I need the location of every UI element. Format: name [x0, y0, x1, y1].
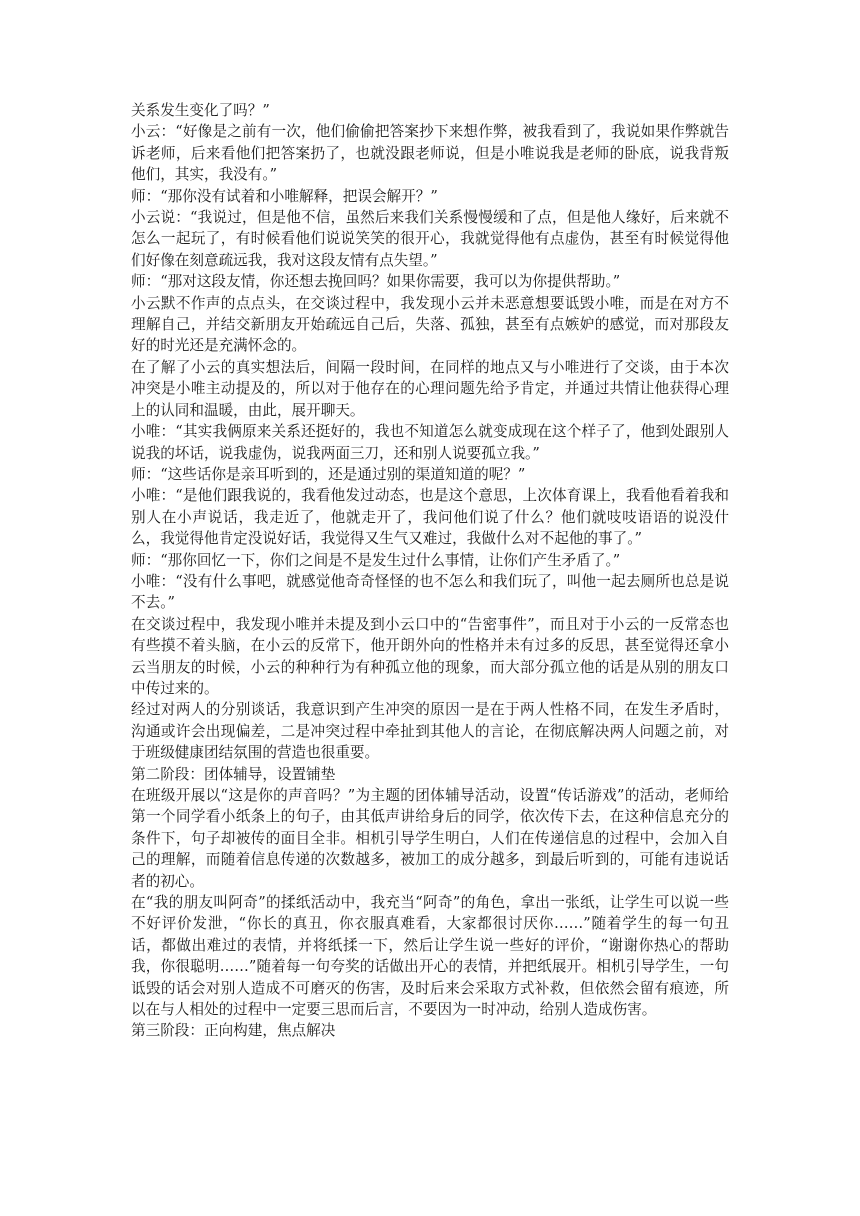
paragraph: 在班级开展以“这是你的声音吗？”为主题的团体辅导活动，设置“传话游戏”的活动，老师给第一个同学看小纸条上的句子，由其低声讲给身后的同学，依次传下去，在这种信息充分的条件下，句子却被传的面目全非。相机引导学生明白，人们在传递信息的过程中，会加入自己的理解，而随着信息传递的次数越多，被加工的成分越多，到最后听到的，可能有违说话者的初心。 [131, 787, 729, 890]
paragraph: 在交谈过程中，我发现小唯并未提及到小云口中的“告密事件”，而且对于小云的一反常态也有些摸不着头脑，在小云的反常下，他开朗外向的性格并未有过多的反思，甚至觉得还拿小云当朋友的时候，小云的种种行为有种孤立他的现象，而大部分孤立他的话是从别的朋友口中传过来的。 [131, 615, 729, 697]
paragraph: 关系发生变化了吗？” [131, 102, 270, 119]
paragraph: 小唯：“没有什么事吧，就感觉他奇奇怪怪的也不怎么和我们玩了，叫他一起去厕所也总是说不去。” [131, 572, 729, 612]
document-page [131, 100, 729, 1042]
paragraph: 小唯：“其实我俩原来关系还挺好的，我也不知道怎么就变成现在这个样子了，他到处跟别人说我的坏话，说我虚伪，说我两面三刀，还和别人说要孤立我。” [131, 423, 729, 462]
section-heading: 第三阶段：正向构建，焦点解决 [131, 1022, 336, 1040]
section-heading: 第二阶段：团体辅导，设置铺垫 [131, 765, 336, 783]
paragraph: 师：“那你没有试着和小唯解释，把误会解开？” [131, 187, 438, 205]
paragraph: 师：“那对这段友情，你还想去挽回吗？如果你需要，我可以为你提供帮助。” [131, 273, 621, 291]
paragraph: 在了解了小云的真实想法后，间隔一段时间，在同样的地点又与小唯进行了交谈，由于本次冲突是小唯主动提及的，所以对于他存在的心理问题先给予肯定，并通过共情让他获得心理上的认同和温暖，由此，展开聊天。 [131, 358, 729, 419]
paragraph: 师：“那你回忆一下，你们之间是不是发生过什么事情，让你们产生矛盾了。” [131, 551, 621, 569]
paragraph: 师：“这些话你是亲耳听到的，还是通过别的渠道知道的呢？” [131, 465, 526, 483]
paragraph: 小云默不作声的点点头，在交谈过程中，我发现小云并未恶意想要诋毁小唯，而是在对方不理解自己，并结交新朋友开始疏远自己后，失落、孤独，甚至有点嫉妒的感觉，而对那段友好的时光还是充满怀念的。 [131, 294, 729, 355]
paragraph: 经过对两人的分别谈话，我意识到产生冲突的原因一是在于两人性格不同，在发生矛盾时，沟通或许会出现偏差，二是冲突过程中牵扯到其他人的言论，在彻底解决两人问题之前，对于班级健康团结氛围的营造也很重要。 [131, 701, 729, 762]
paragraph: 小云：“好像是之前有一次，他们偷偷把答案抄下来想作弊，被我看到了，我说如果作弊就告诉老师，后来看他们把答案扔了，也就没跟老师说，但是小唯说我是老师的卧底，说我背叛他们，其实，我没有。” [131, 123, 729, 184]
paragraph: 小云说：“我说过，但是他不信，虽然后来我们关系慢慢缓和了点，但是他人缘好，后来就不怎么一起玩了，有时候看他们说说笑笑的很开心，我就觉得他有点虚伪，甚至有时候觉得他们好像在刻意疏远我，我对这段友情有点失望。” [131, 209, 729, 269]
paragraph: 在“我的朋友叫阿奇”的揉纸活动中，我充当“阿奇”的角色，拿出一张纸，让学生可以说一些不好评价发泄，“你长的真丑，你衣服真难看，大家都很讨厌你……”随着学生的每一句丑话，都做出难过的表情，并将纸揉一下，然后让学生说一些好的评价，“谢谢你热心的帮助我，你很聪明……”随着每一句夸奖的话做出开心的表情，并把纸展开。相机引导学生，一句诋毁的话会对别人造成不可磨灭的伤害，及时后来会采取方式补救，但依然会留有痕迹，所以在与人相处的过程中一定要三思而后言，不要因为一时冲动，给别人造成伤害。 [131, 894, 729, 1019]
paragraph: 小唯：“是他们跟我说的，我看他发过动态，也是这个意思，上次体育课上，我看他看着我和别人在小声说话，我走近了，他就走开了，我问他们说了什么？他们就吱吱语语的说没什么，我觉得他肯定没说好话，我觉得又生气又难过，我做什么对不起他的事了。” [131, 487, 729, 548]
